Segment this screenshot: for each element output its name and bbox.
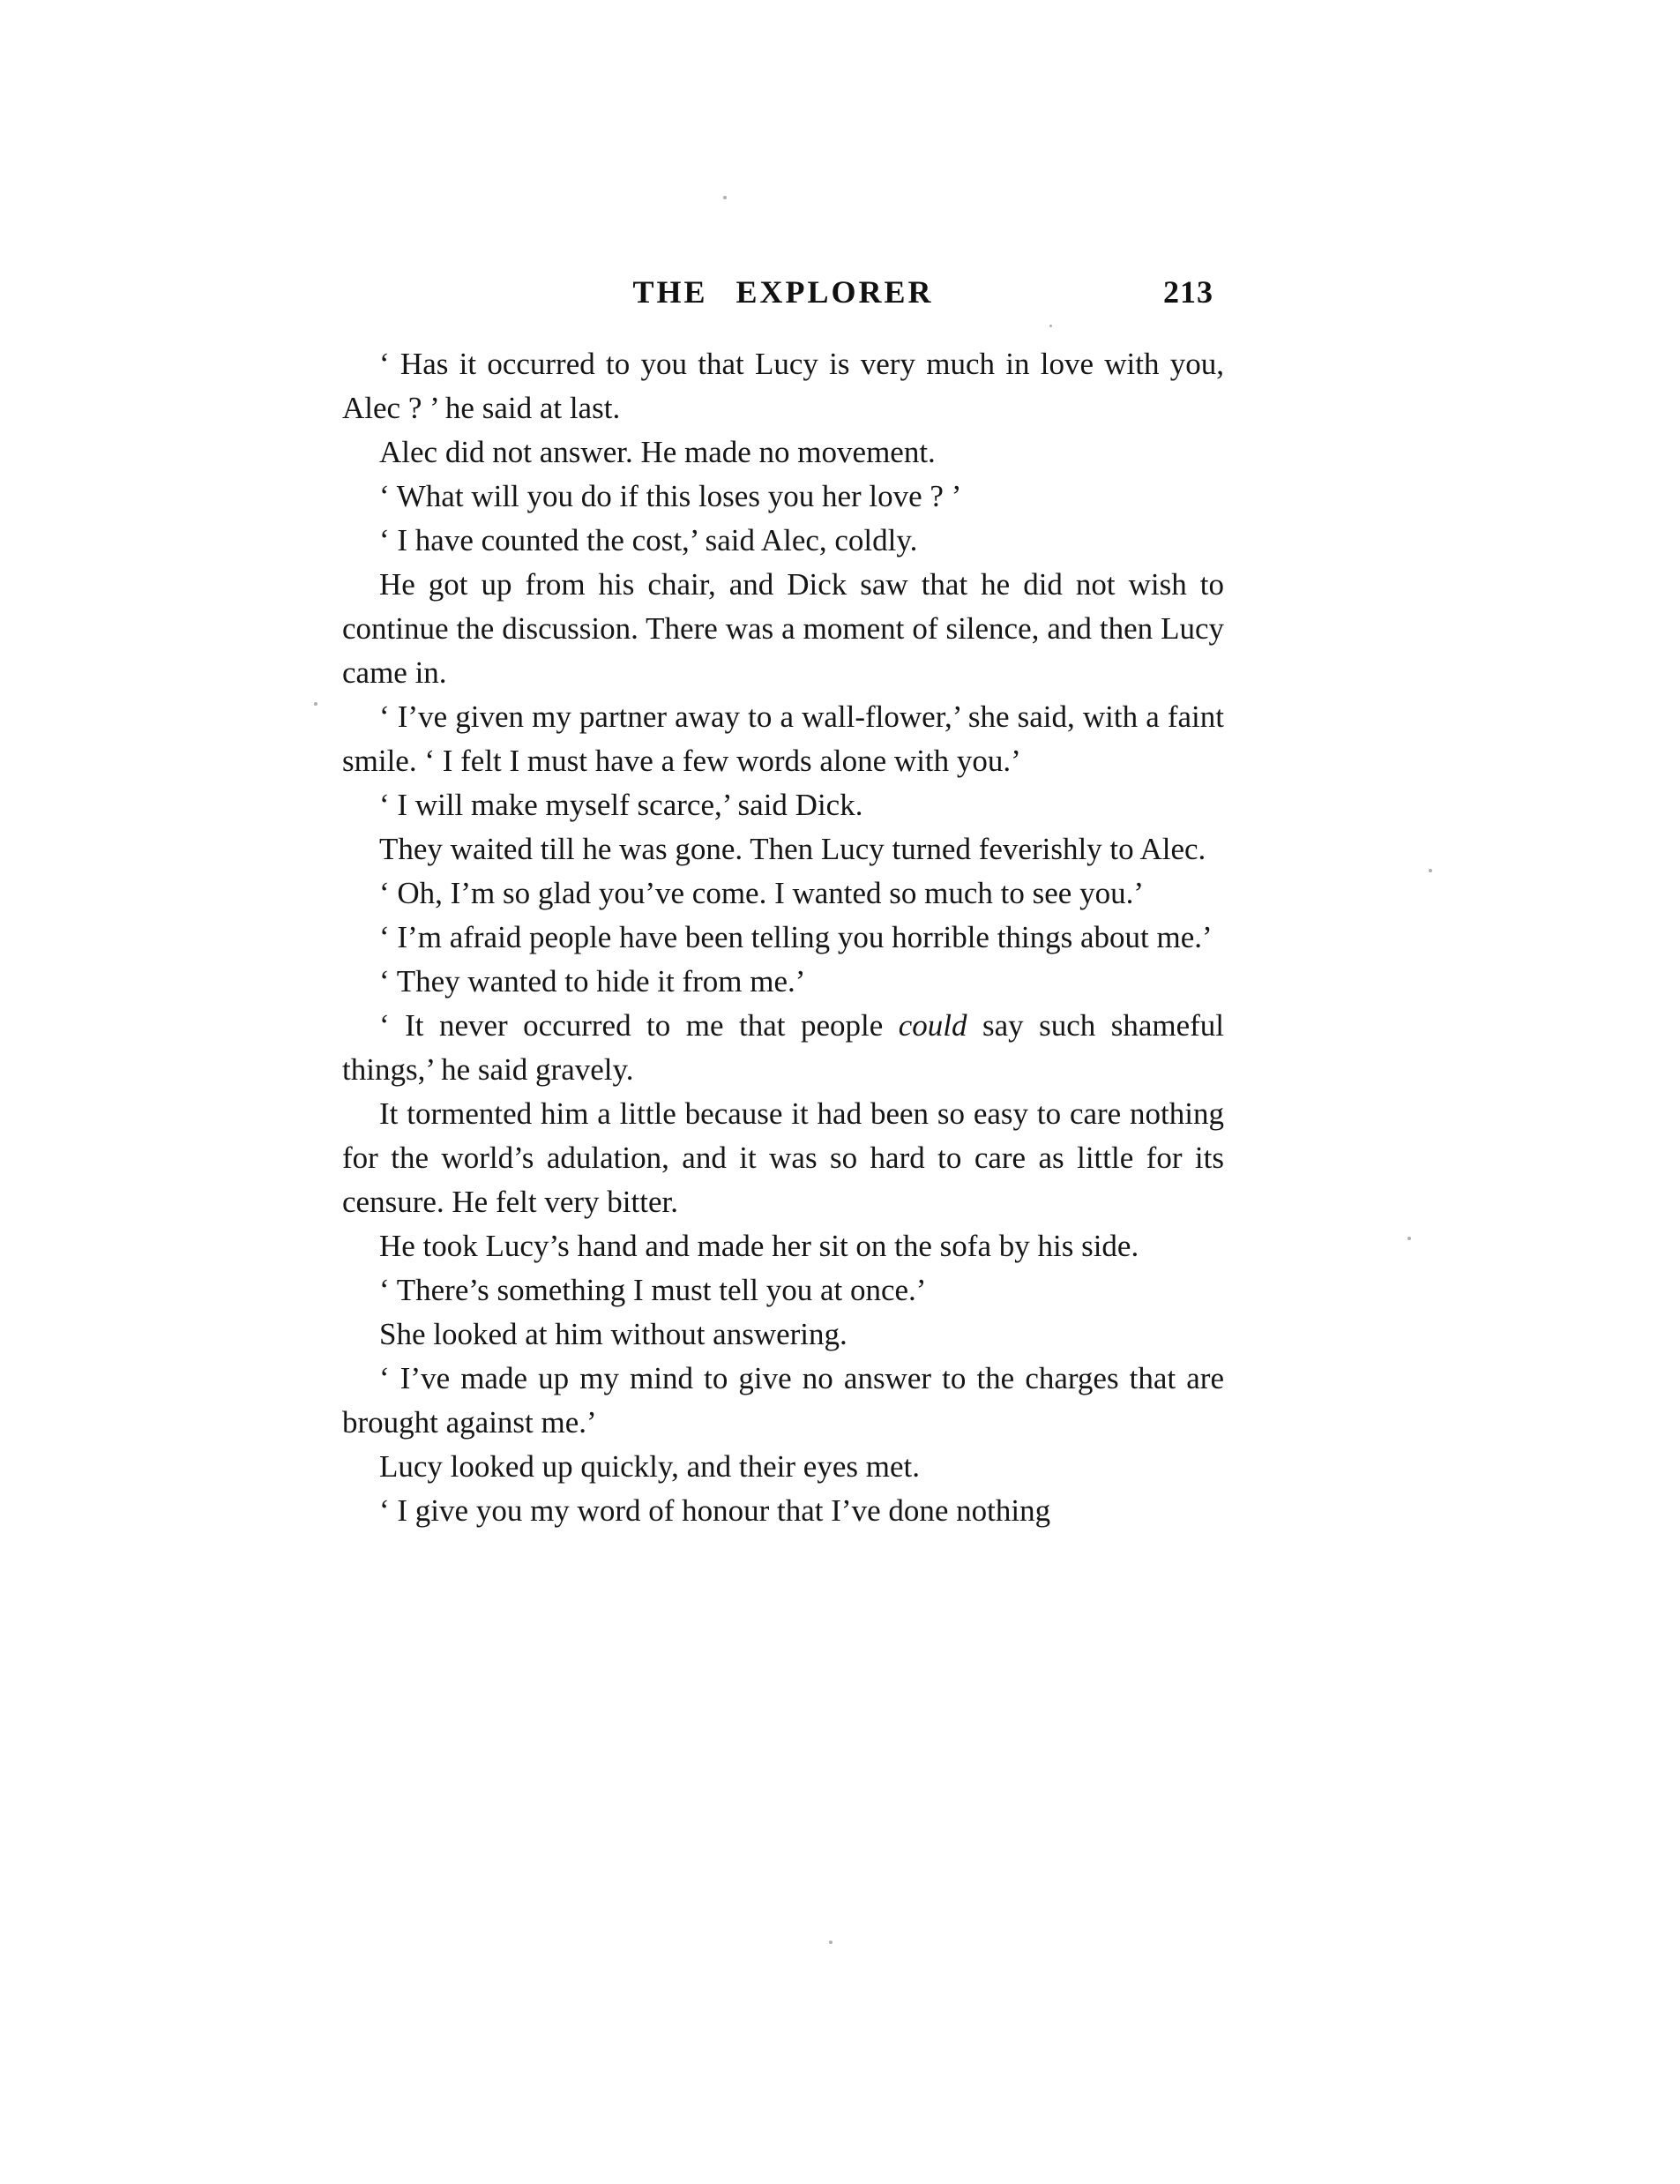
paragraph <box>342 563 1224 695</box>
paragraph <box>342 1004 1224 1092</box>
paragraph <box>342 1313 1224 1357</box>
paragraph-text: ‘ Has it occurred to you that Lucy is very much in love with you, Alec ? ’ he said at last. <box>342 347 1224 425</box>
page-header <box>342 273 1224 319</box>
paragraph-text: They waited till he was gone. Then Lucy turned feverishly to Alec. <box>379 832 1206 866</box>
scan-speck <box>314 702 317 706</box>
page-number: 213 <box>1163 274 1213 310</box>
paragraph-text: ‘ I will make myself scarce,’ said Dick. <box>379 788 863 822</box>
paragraph <box>342 1357 1224 1445</box>
paragraph <box>342 1092 1224 1224</box>
scan-speck <box>723 196 727 199</box>
emphasized-text: could <box>898 1008 967 1043</box>
paragraph <box>342 519 1224 563</box>
paragraph <box>342 871 1224 916</box>
text-column <box>342 273 1224 1533</box>
paragraph-text: Alec did not answer. He made no movement. <box>379 435 936 469</box>
page-body <box>342 342 1224 1533</box>
paragraph-text: He got up from his chair, and Dick saw that he did not wish to continue the discussion. There was a moment of silence, and then Lucy came in. <box>342 567 1224 690</box>
paragraph-text: ‘ What will you do if this loses you her love ? ’ <box>379 479 962 513</box>
paragraph-text: She looked at him without answering. <box>379 1317 847 1351</box>
paragraph-text: say such shameful things,’ he said gravely. <box>342 1008 1225 1087</box>
paragraph-text: ‘ I’m afraid people have been telling you horrible things about me.’ <box>379 920 1213 954</box>
paragraph <box>342 430 1224 475</box>
paragraph-text: He took Lucy’s hand and made her sit on the sofa by his side. <box>379 1229 1139 1263</box>
paragraph-text: ‘ Oh, I’m so glad you’ve come. I wanted so much to see you.’ <box>379 876 1145 910</box>
paragraph-text: ‘ I give you my word of honour that I’ve done nothing <box>379 1493 1051 1528</box>
paragraph <box>342 475 1224 519</box>
paragraph-text: ‘ There’s something I must tell you at once.’ <box>379 1273 927 1307</box>
paragraph <box>342 1445 1224 1489</box>
paragraph <box>342 695 1224 783</box>
paragraph-text: It tormented him a little because it had been so easy to care nothing for the world’s adulation, and it was so hard to care as little for its censure. He felt very bitter. <box>342 1096 1224 1219</box>
paragraph-text: ‘ I’ve made up my mind to give no answer to the charges that are brought against me.’ <box>342 1361 1224 1440</box>
paragraph <box>342 783 1224 827</box>
scan-speck <box>1429 869 1432 872</box>
paragraph-text: Lucy looked up quickly, and their eyes met. <box>379 1449 920 1484</box>
paragraph <box>342 960 1224 1004</box>
paragraph <box>342 342 1224 430</box>
paragraph <box>342 916 1224 960</box>
paragraph-text: ‘ I’ve given my partner away to a wall-flower,’ she said, with a faint smile. ‘ I felt I must have a few words alone with you.’ <box>342 699 1224 778</box>
scan-speck <box>829 1941 833 1944</box>
paragraph <box>342 1489 1224 1533</box>
running-title: THE EXPLORER <box>632 274 934 310</box>
paragraph <box>342 1268 1224 1313</box>
paragraph-text: ‘ It never occurred to me that people <box>379 1008 899 1043</box>
paragraph-text: ‘ I have counted the cost,’ said Alec, coldly. <box>379 523 918 557</box>
scan-speck <box>1407 1237 1411 1240</box>
paragraph <box>342 1224 1224 1268</box>
paragraph <box>342 827 1224 871</box>
paragraph-text: ‘ They wanted to hide it from me.’ <box>379 964 806 999</box>
